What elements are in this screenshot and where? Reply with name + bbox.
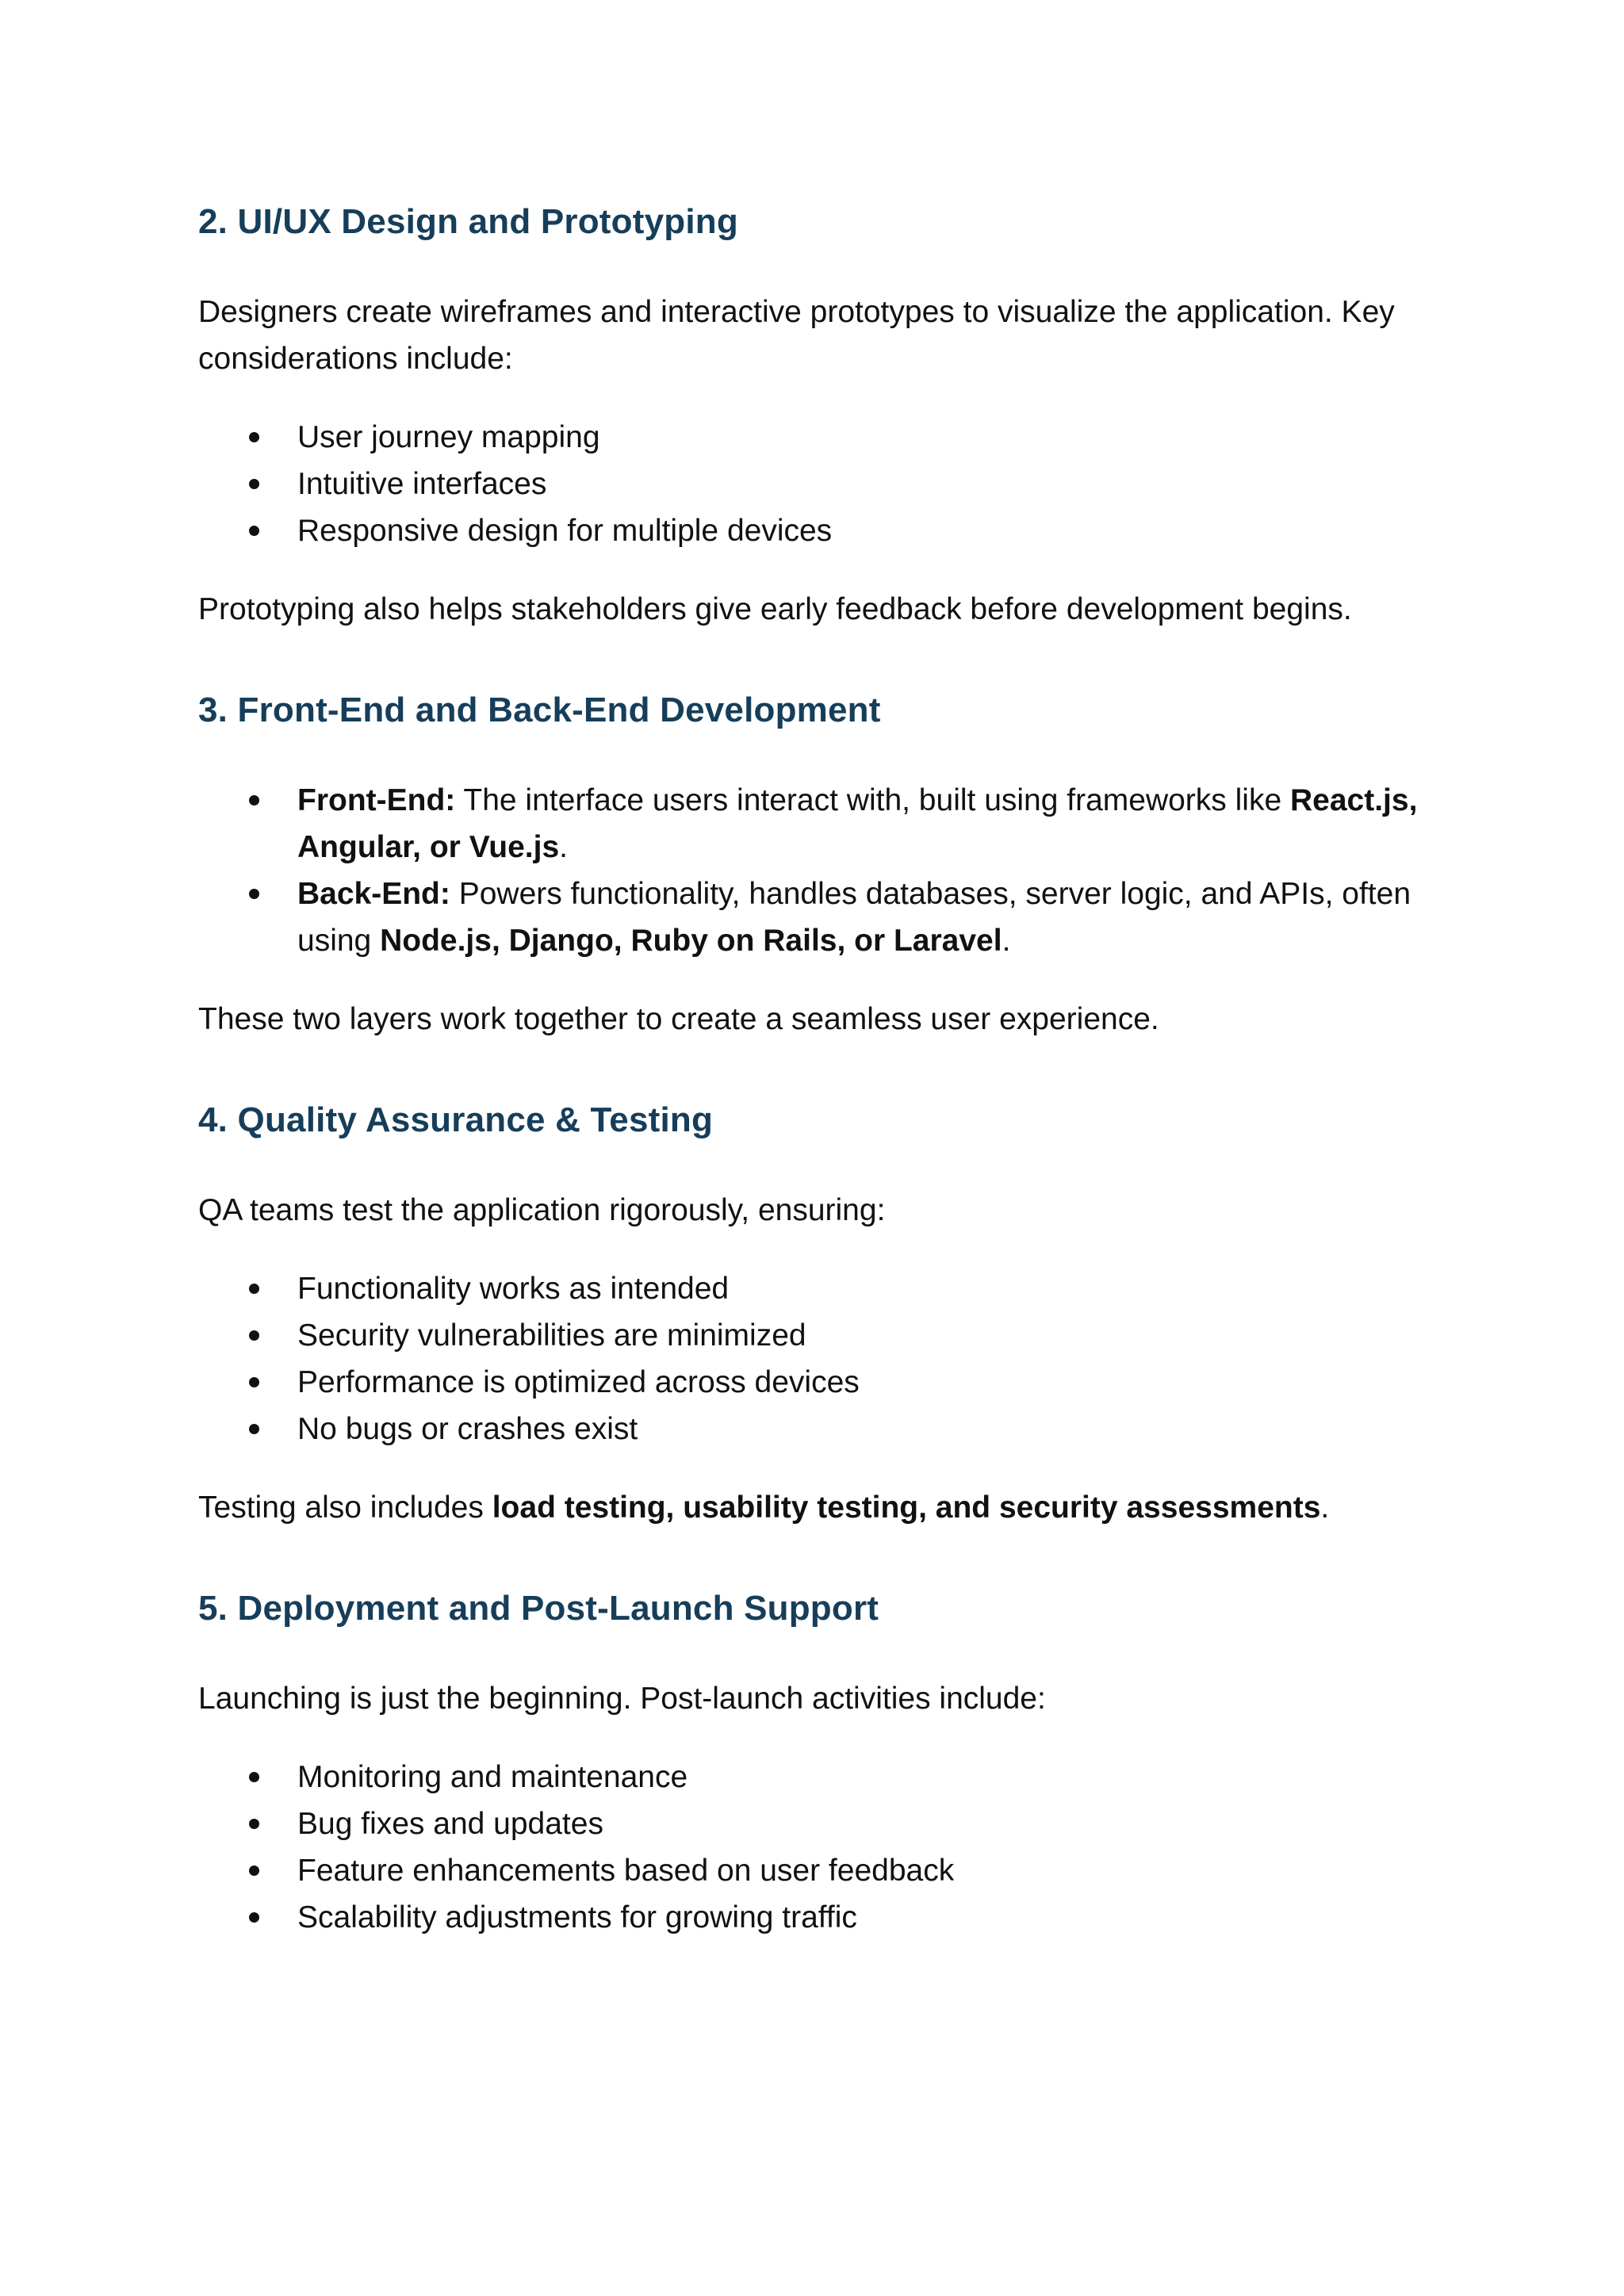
bullet-list-qa	[198, 1265, 1451, 1452]
bullet-icon	[249, 1819, 259, 1829]
bullet-list-development	[198, 777, 1451, 964]
testing-types: load testing, usability testing, and security assessments	[492, 1490, 1321, 1525]
list-item: Security vulnerabilities are minimized	[198, 1312, 1451, 1359]
back-end-label: Back-End:	[297, 877, 450, 911]
bullet-icon	[249, 526, 259, 536]
list-item-front-end: Front-End: The interface users interact with, built using frameworks like React.js, Angular, or Vue.js.	[198, 777, 1451, 871]
list-item: Monitoring and maintenance	[198, 1754, 1451, 1800]
bullet-icon	[249, 1772, 259, 1782]
bullet-icon	[249, 795, 259, 806]
list-item: Bug fixes and updates	[198, 1800, 1451, 1847]
section-intro-ui-ux: Designers create wireframes and interactive prototypes to visualize the application. Key considerations include:	[198, 295, 1395, 376]
document-body	[198, 197, 1451, 1941]
front-end-frameworks: React.js, Angular, or Vue.js	[297, 783, 1418, 864]
list-item: Scalability adjustments for growing traffic	[198, 1894, 1451, 1941]
list-item-back-end: Back-End: Powers functionality, handles databases, server logic, and APIs, often using Node.js, Django, Ruby on Rails, or Laravel.	[198, 871, 1451, 964]
section-outro-development: These two layers work together to create a seamless user experience.	[198, 1002, 1159, 1036]
section-outro-ui-ux: Prototyping also helps stakeholders give early feedback before development begins.	[198, 592, 1352, 626]
list-item: Feature enhancements based on user feedback	[198, 1847, 1451, 1894]
list-item: User journey mapping	[198, 414, 1451, 461]
bullet-icon	[249, 1377, 259, 1387]
bullet-icon	[249, 1912, 259, 1923]
list-item: Responsive design for multiple devices	[198, 507, 1451, 554]
bullet-icon	[249, 1284, 259, 1294]
list-item: Functionality works as intended	[198, 1265, 1451, 1312]
bullet-icon	[249, 889, 259, 899]
bullet-icon	[249, 1330, 259, 1341]
section-heading-ui-ux: 2. UI/UX Design and Prototyping	[198, 202, 738, 241]
section-intro-deployment: Launching is just the beginning. Post-launch activities include:	[198, 1682, 1046, 1716]
list-item: Intuitive interfaces	[198, 461, 1451, 507]
list-item: No bugs or crashes exist	[198, 1406, 1451, 1452]
bullet-icon	[249, 1424, 259, 1434]
bullet-list-ui-ux	[198, 414, 1451, 554]
section-heading-development: 3. Front-End and Back-End Development	[198, 691, 881, 729]
bullet-icon	[249, 1866, 259, 1876]
list-item: Performance is optimized across devices	[198, 1359, 1451, 1406]
section-heading-qa: 4. Quality Assurance & Testing	[198, 1100, 714, 1139]
section-heading-deployment: 5. Deployment and Post-Launch Support	[198, 1589, 879, 1628]
front-end-label: Front-End:	[297, 783, 456, 817]
section-intro-qa: QA teams test the application rigorously, ensuring:	[198, 1193, 886, 1227]
bullet-list-deployment	[198, 1754, 1451, 1941]
bullet-icon	[249, 479, 259, 489]
back-end-frameworks: Node.js, Django, Ruby on Rails, or Laravel	[380, 924, 1002, 958]
section-outro-qa: Testing also includes load testing, usability testing, and security assessments.	[198, 1490, 1330, 1525]
bullet-icon	[249, 432, 259, 442]
